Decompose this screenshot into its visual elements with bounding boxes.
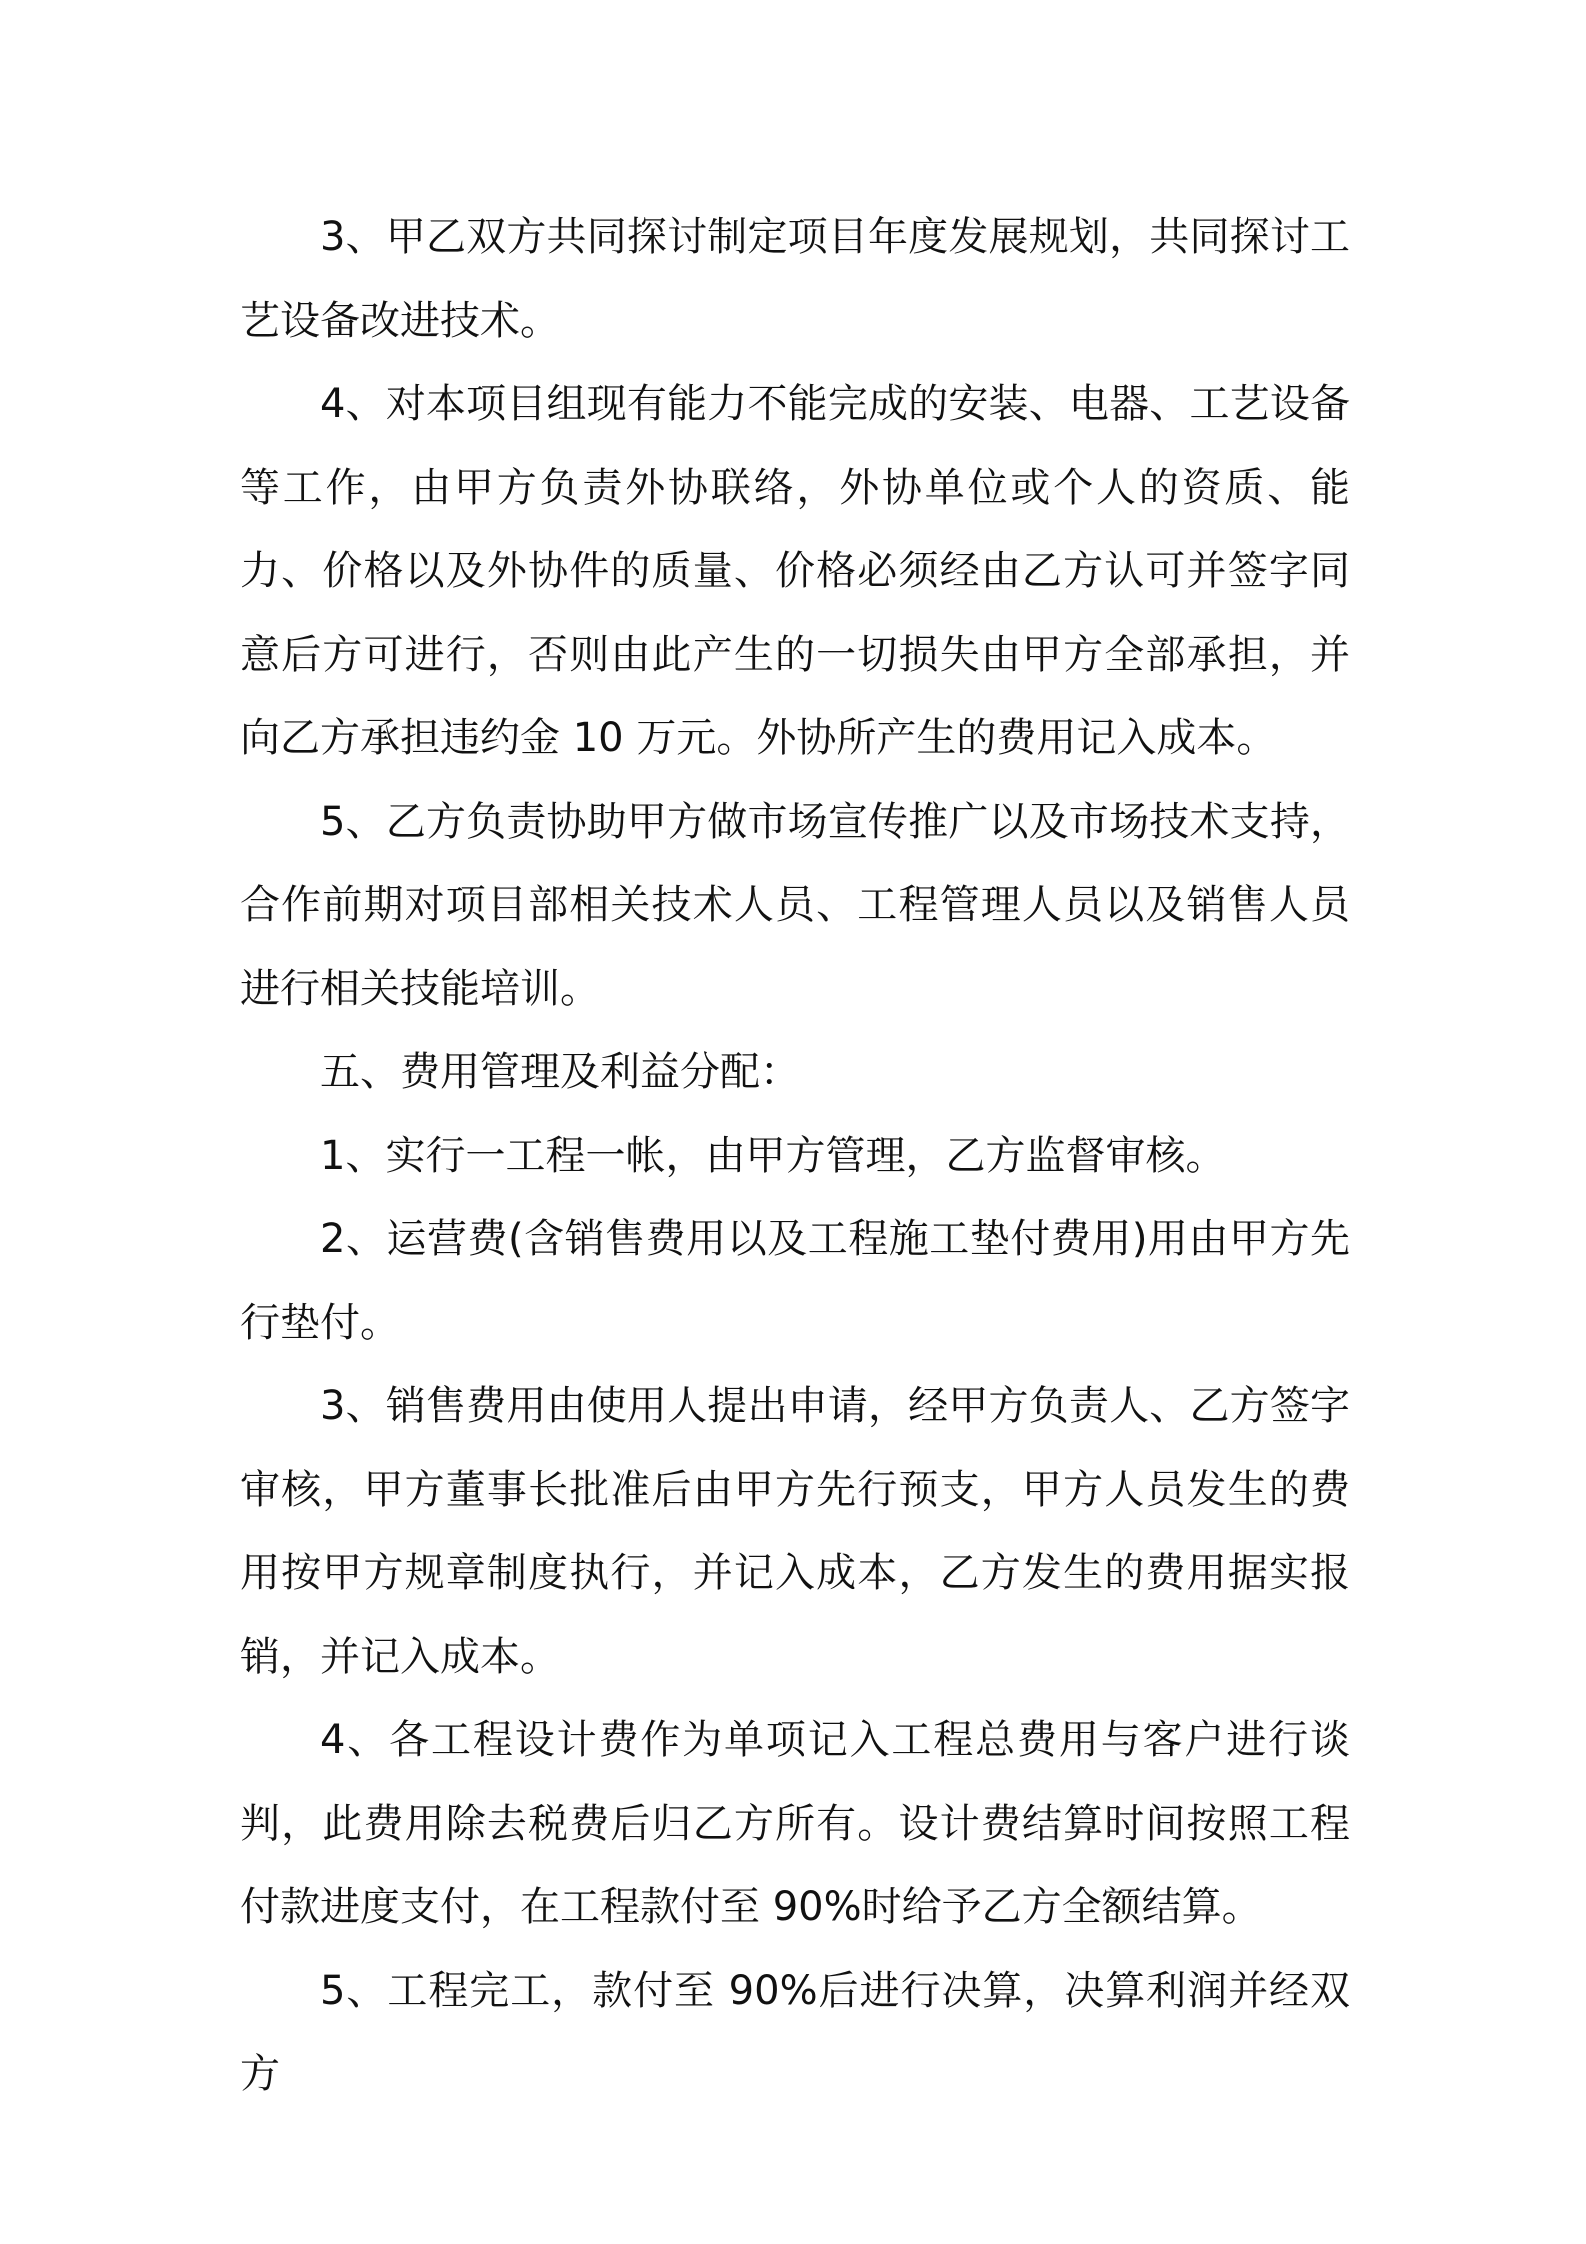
paragraph-operating-costs: 2、运营费(含销售费用以及工程施工垫付费用)用由甲方先行垫付。	[240, 1216, 1350, 1346]
paragraph-market-support: 5、乙方负责协助甲方做市场宣传推广以及市场技术支持，合作前期对项目部相关技术人员、工程管理人员以及销售人员进行相关技能培训。	[240, 798, 1350, 1012]
paragraph-accounting: 1、实行一工程一帐，由甲方管理，乙方监督审核。	[320, 1132, 1226, 1179]
document-body	[240, 196, 1350, 2117]
paragraph-design-fees: 4、各工程设计费作为单项记入工程总费用与客户进行谈判，此费用除去税费后归乙方所有。设计费结算时间按照工程付款进度支付，在工程款付至 90%时给予乙方全额结算。	[240, 1717, 1350, 1930]
paragraph-outsourcing: 4、对本项目组现有能力不能完成的安装、电器、工艺设备等工作，由甲方负责外协联络，外协单位或个人的资质、能力、价格以及外协件的质量、价格必须经由乙方认可并签字同意后方可进行，否则由此产生的一切损失由甲方全部承担，并向乙方承担违约金 10 万元。外协所产生的费用记入成本。	[240, 381, 1350, 761]
section-heading-cost-management: 五、费用管理及利益分配：	[320, 1049, 800, 1095]
paragraph-final-settlement: 5、工程完工，款付至 90%后进行决算，决算利润并经双方	[240, 1967, 1350, 2097]
paragraph-design-planning: 3、甲乙双方共同探讨制定项目年度发展规划，共同探讨工艺设备改进技术。	[240, 214, 1350, 344]
paragraph-sales-expenses: 3、销售费用由使用人提出申请，经甲方负责人、乙方签字审核，甲方董事长批准后由甲方先行预支，甲方人员发生的费用按甲方规章制度执行，并记入成本，乙方发生的费用据实报销，并记入成本。	[240, 1383, 1350, 1680]
